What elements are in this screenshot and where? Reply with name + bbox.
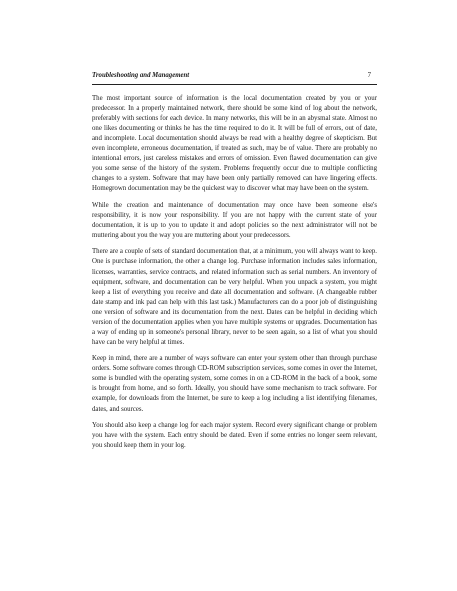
paragraph-responsibility: While the creation and maintenance of documentation may once have been someone else's responsibility, it is now your responsibility. If you are not happy with the current state of your documentation, it is up to you to update it and adopt policies so the next administrator will not be muttering about you the way you are muttering about your predecessors. bbox=[92, 201, 377, 239]
page-number: 7 bbox=[367, 72, 371, 79]
paragraph-standard-documentation: There are a couple of sets of standard documentation that, at a minimum, you will always want to keep. One is purchase information, the other a change log. Purchase information includes sales information, licenses, warranties, service contracts, and related information such as serial numbers. An inventory of equipment, software, and documentation can be very helpful. When you unpack a system, you might keep a list of everything you receive and date all documentation and software. (A changeable rubber date stamp and ink pad can help with this last task.) Manufacturers can do a poor job of distinguishing one version of software and its documentation from the next. Dates can be helpful in deciding which version of the documentation applies when you have multiple systems or upgrades. Documentation has a way of ending up in someone's personal library, never to be seen again, so a list of what you should have can be very helpful at times. bbox=[92, 248, 377, 346]
paragraph-software-sources: Keep in mind, there are a number of ways software can enter your system other than through purchase orders. Some software comes through CD-ROM subscription services, some comes in over the Internet, some is bundled with the operating system, some comes in on a CD-ROM in the back of a book, some is brought from home, and so forth. Ideally, you should have some mechanism to track software. For example, for downloads from the Internet, be sure to keep a log including a list identifying filenames, dates, and sources. bbox=[92, 355, 377, 413]
paragraph-change-log: You should also keep a change log for each major system. Record every significant change or problem you have with the system. Each entry should be dated. Even if some entries no longer seem relevant, you should keep them in your log. bbox=[92, 421, 377, 450]
paragraph-local-documentation: The most important source of information is the local documentation created by you or your predecessor. In a properly maintained network, there should be some kind of log about the network, preferably with sections for each device. In many networks, this will be in an abysmal state. Almost no one likes documenting or thinks he has the time required to do it. It will be full of errors, out of date, and incomplete. Local documentation should always be read with a healthy degree of skepticism. But even incomplete, erroneous documentation, if treated as such, may be of value. There are probably no intentional errors, just careless mistakes and errors of omission. Even flawed documentation can give you some sense of the history of the system. Problems frequently occur due to multiple conflicting changes to a system. Software that may have been only partially removed can have lingering effects. Homegrown documentation may be the quickest way to discover what may have been on the system. bbox=[92, 95, 377, 193]
body-text bbox=[92, 94, 377, 458]
running-head bbox=[92, 72, 377, 85]
running-head-title: Troubleshooting and Management bbox=[92, 72, 190, 79]
